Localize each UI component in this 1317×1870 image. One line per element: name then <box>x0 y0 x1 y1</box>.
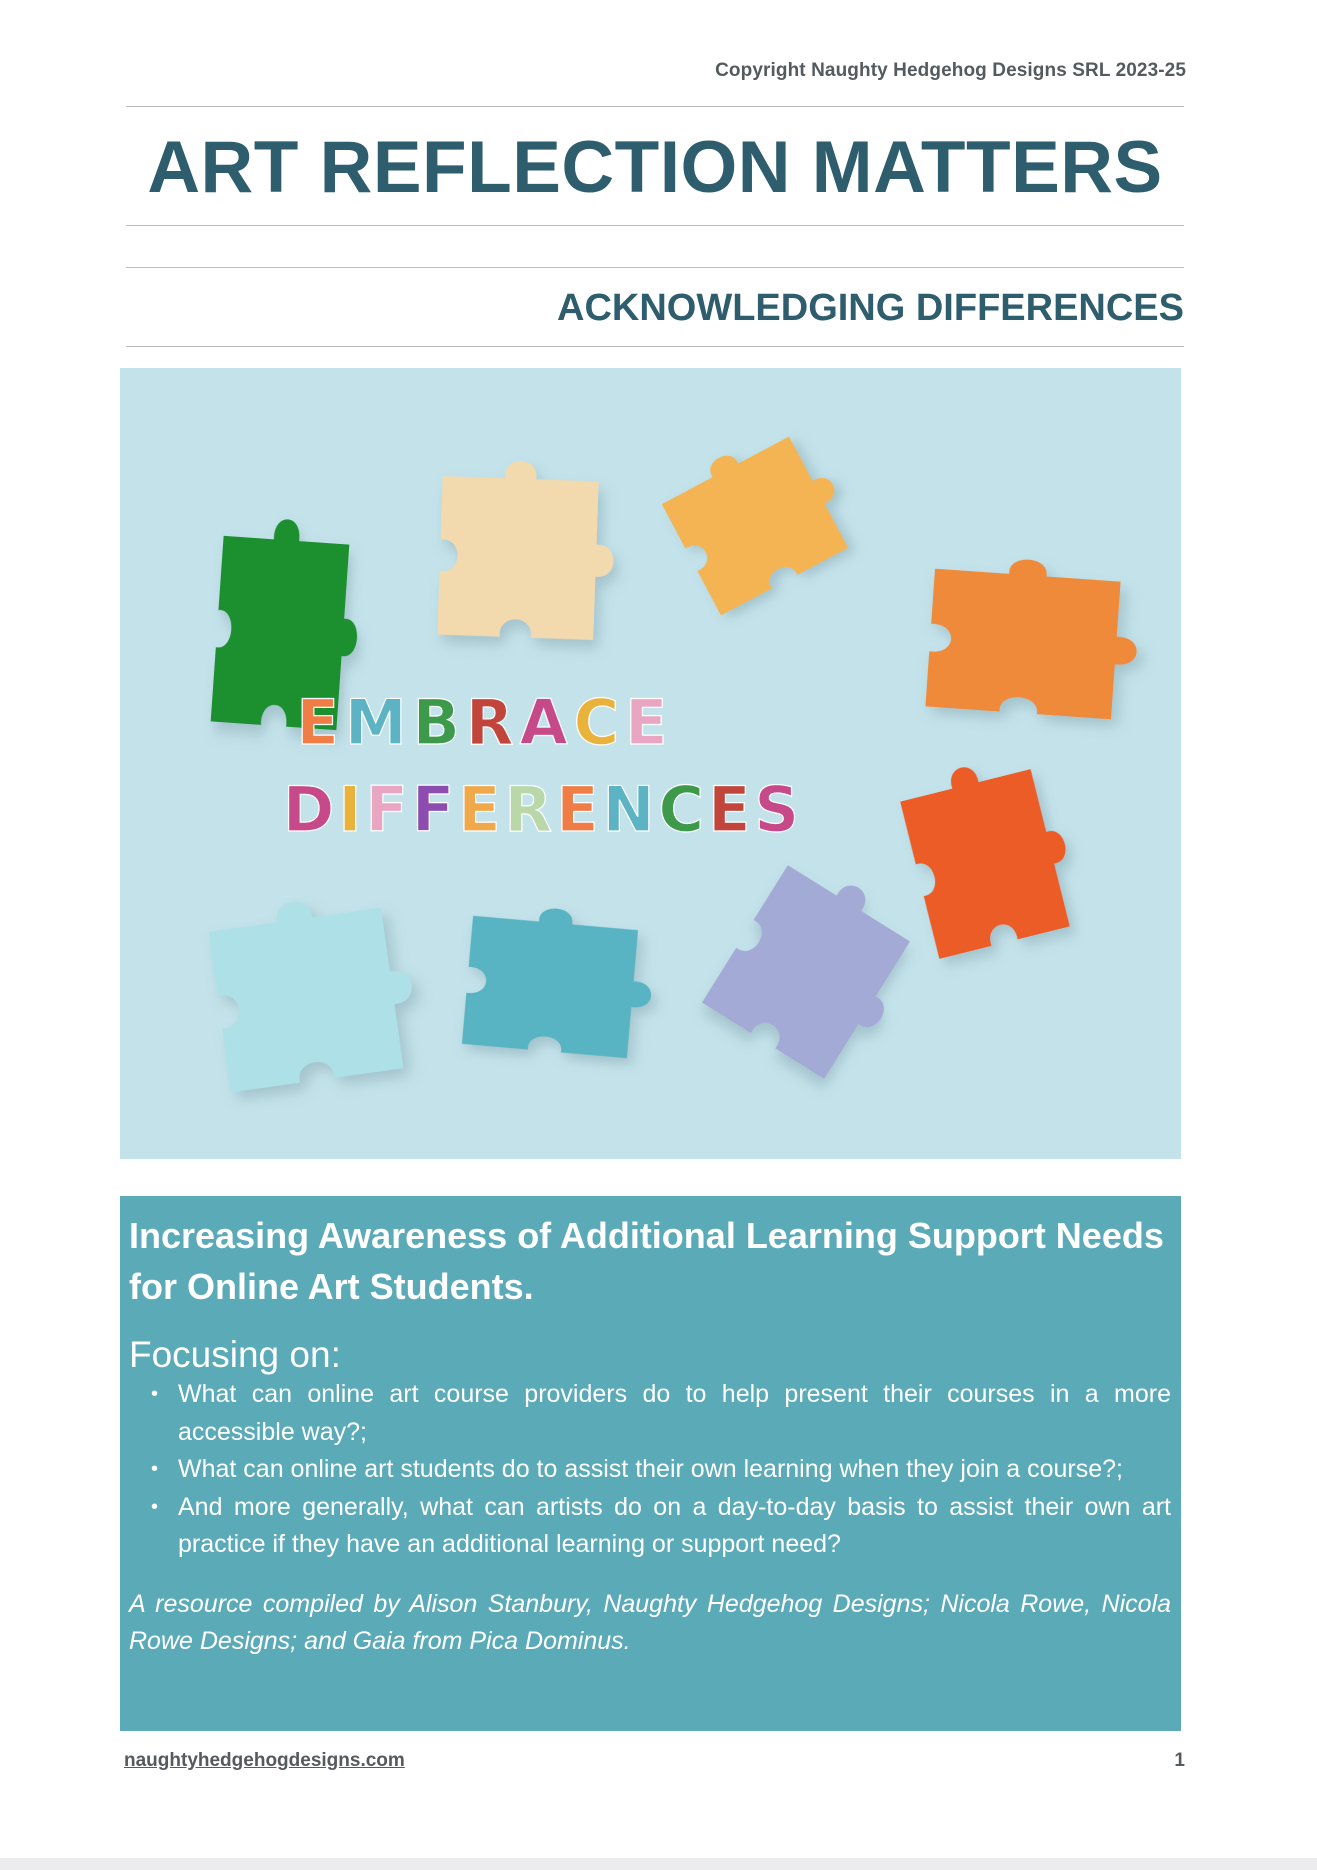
info-box <box>120 1196 1181 1731</box>
focus-list <box>129 1376 1171 1564</box>
bullet-dot: • <box>151 1383 159 1405</box>
bullet-dot: • <box>151 1458 159 1480</box>
focus-item-text: What can online art students do to assist their own learning when they join a course?; <box>178 1455 1123 1483</box>
page-subtitle: ACKNOWLEDGING DIFFERENCES <box>557 287 1184 329</box>
differences-text: DIFFERENCES <box>282 773 804 846</box>
subtitle-bottom-rule <box>126 346 1184 347</box>
focus-item <box>129 1451 1171 1489</box>
focus-item <box>129 1376 1171 1451</box>
copyright-notice: Copyright Naughty Hedgehog Designs SRL 2023-25 <box>715 60 1186 81</box>
page-number: 1 <box>1174 1750 1185 1771</box>
page-title: ART REFLECTION MATTERS <box>147 127 1163 208</box>
bullet-dot: • <box>151 1495 159 1518</box>
puzzle-illustration <box>120 368 1181 1159</box>
focus-title: Focusing on: <box>129 1334 341 1375</box>
info-heading: Increasing Awareness of Additional Learning Support Needs for Online Art Students. <box>129 1215 1164 1307</box>
subtitle-top-rule <box>126 267 1184 268</box>
focus-item-text: What can online art course providers do to help present their courses in a more accessible way?; <box>178 1380 1171 1446</box>
credit-text: A resource compiled by Alison Stanbury, Naughty Hedgehog Designs; Nicola Rowe, Nicola Rowe Designs; and Gaia from Pica Dominus. <box>129 1589 1171 1655</box>
focus-item <box>129 1489 1171 1564</box>
website-link[interactable]: naughtyhedgehogdesigns.com <box>124 1750 405 1771</box>
focus-item-text: And more generally, what can artists do on a day-to-day basis to assist their own art practice if they have an additional learning or support need? <box>178 1492 1171 1558</box>
embrace-text: EMBRACE <box>296 686 674 759</box>
hero-image <box>120 368 1181 1159</box>
title-bottom-rule <box>126 225 1184 226</box>
puzzle-piece-cream <box>437 458 617 640</box>
title-top-rule <box>126 106 1184 107</box>
page-bottom-edge <box>0 1858 1317 1870</box>
